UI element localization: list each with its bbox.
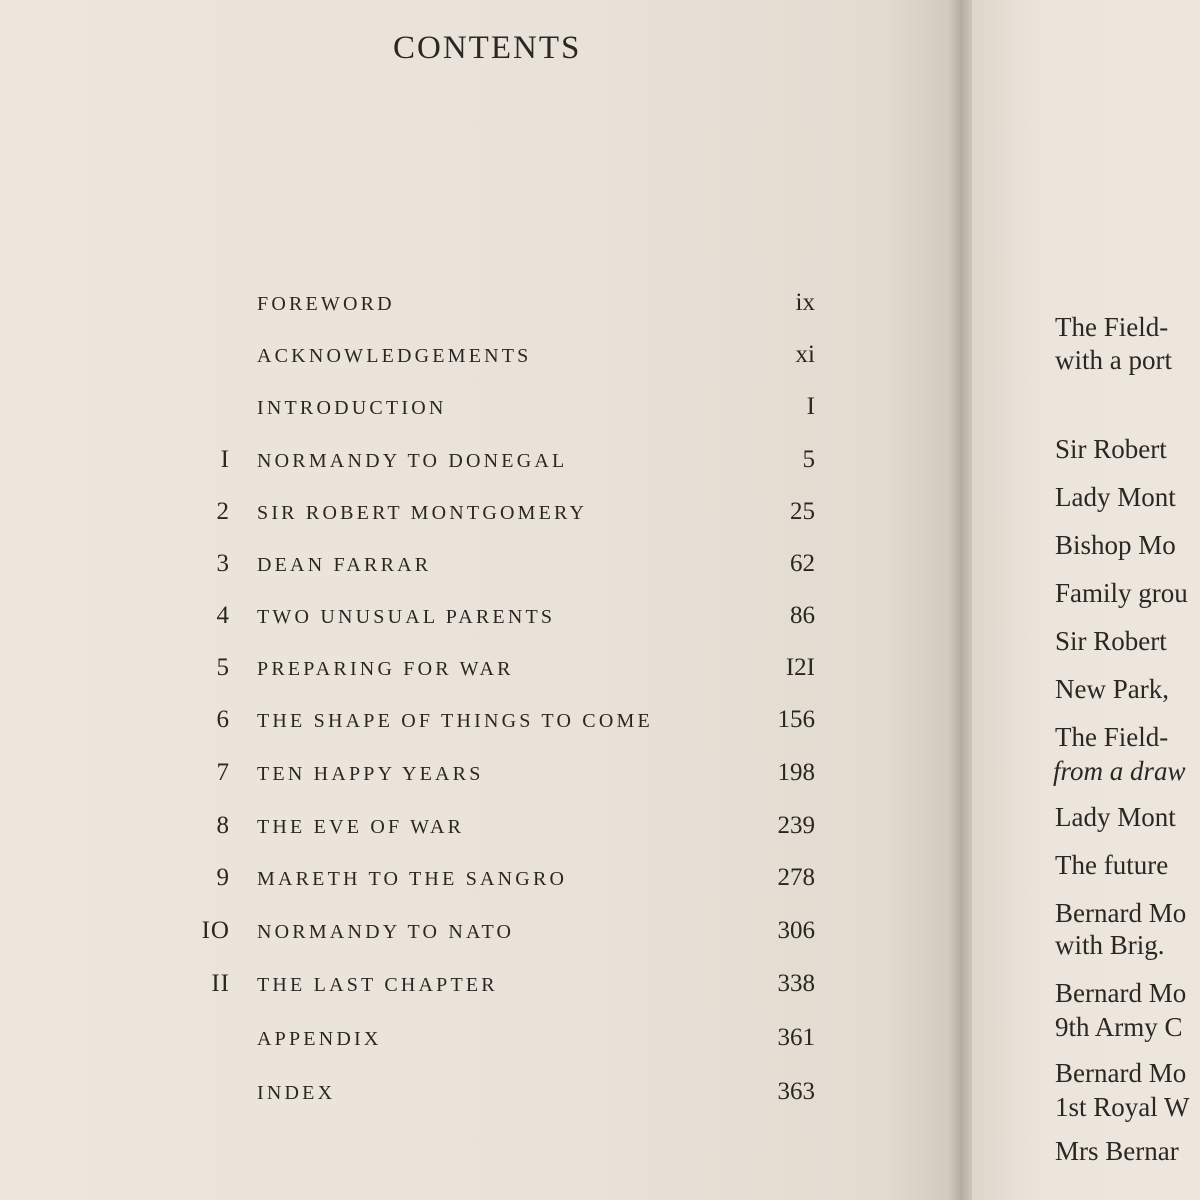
chapter-title: NORMANDY TO DONEGAL xyxy=(257,450,568,472)
chapter-title: INTRODUCTION xyxy=(257,397,447,419)
toc-entry xyxy=(0,759,830,803)
illustration-caption: Mrs Bernar xyxy=(1055,1136,1179,1166)
illustration-caption: The Field- xyxy=(1055,722,1169,752)
page-number: 278 xyxy=(777,864,815,891)
chapter-number: 5 xyxy=(216,654,230,681)
toc-entry xyxy=(0,706,830,750)
chapter-title: TWO UNUSUAL PARENTS xyxy=(257,606,556,628)
chapter-title: THE EVE OF WAR xyxy=(257,816,465,838)
toc-entry xyxy=(0,393,830,437)
chapter-title: FOREWORD xyxy=(257,293,395,315)
page-number: 25 xyxy=(790,498,815,525)
illustration-caption: Sir Robert xyxy=(1055,626,1167,656)
page-number: 86 xyxy=(790,602,815,629)
right-page xyxy=(972,0,1200,1200)
page-number: ix xyxy=(795,289,815,316)
illustration-caption: Bernard Mo xyxy=(1055,1058,1187,1088)
toc-entry xyxy=(0,550,830,594)
page-number: 239 xyxy=(777,812,815,839)
chapter-title: DEAN FARRAR xyxy=(257,554,432,576)
illustration-caption: The future xyxy=(1055,850,1169,880)
chapter-number: I xyxy=(220,446,230,473)
illustration-caption: Bernard Mo xyxy=(1055,978,1187,1008)
toc-entry xyxy=(0,446,830,490)
page-number: I2I xyxy=(785,654,815,681)
chapter-number: II xyxy=(211,970,230,997)
toc-entry xyxy=(0,654,830,698)
chapter-title: MARETH TO THE SANGRO xyxy=(257,868,568,890)
chapter-title: SIR ROBERT MONTGOMERY xyxy=(257,502,588,524)
chapter-title: NORMANDY TO NATO xyxy=(257,921,515,943)
illustration-caption: New Park, xyxy=(1055,674,1169,704)
toc-entry xyxy=(0,864,830,908)
illustration-caption: Family grou xyxy=(1055,578,1188,608)
illustration-caption: 1st Royal W xyxy=(1055,1092,1190,1122)
illustration-caption: The Field- xyxy=(1055,312,1169,342)
chapter-number: IO xyxy=(201,917,230,944)
toc-entry xyxy=(0,970,830,1014)
chapter-number: 6 xyxy=(216,706,230,733)
toc-entry xyxy=(0,1024,830,1068)
toc-entry xyxy=(0,1078,830,1122)
chapter-title: THE LAST CHAPTER xyxy=(257,974,498,996)
chapter-number: 4 xyxy=(216,602,230,629)
page-number: I xyxy=(806,393,815,420)
illustration-caption: 9th Army C xyxy=(1055,1012,1183,1042)
toc-entry xyxy=(0,812,830,856)
toc-entry xyxy=(0,289,830,333)
page-number: 363 xyxy=(777,1078,815,1105)
chapter-number: 9 xyxy=(216,864,230,891)
toc-entry xyxy=(0,602,830,646)
chapter-number: 8 xyxy=(216,812,230,839)
toc-entry xyxy=(0,341,830,385)
page-number: 62 xyxy=(790,550,815,577)
chapter-number: 2 xyxy=(216,498,230,525)
chapter-title: TEN HAPPY YEARS xyxy=(257,763,484,785)
chapter-title: INDEX xyxy=(257,1082,336,1104)
page-number: xi xyxy=(795,341,815,368)
toc-entry xyxy=(0,917,830,961)
illustration-caption: Bernard Mo xyxy=(1055,898,1187,928)
illustration-caption: from a draw xyxy=(1053,756,1186,786)
illustration-caption: Bishop Mo xyxy=(1055,530,1176,560)
illustration-caption: with a port xyxy=(1055,345,1172,375)
illustration-caption: Lady Mont xyxy=(1055,482,1176,512)
page-title: CONTENTS xyxy=(393,30,582,66)
chapter-title: ACKNOWLEDGEMENTS xyxy=(257,345,532,367)
chapter-title: PREPARING FOR WAR xyxy=(257,658,514,680)
page-number: 338 xyxy=(777,970,815,997)
page-number: 156 xyxy=(777,706,815,733)
page-number: 5 xyxy=(802,446,815,473)
page-number: 198 xyxy=(777,759,815,786)
illustration-caption: with Brig. xyxy=(1055,930,1165,960)
chapter-number: 3 xyxy=(216,550,230,577)
page-number: 361 xyxy=(777,1024,815,1051)
illustration-caption: Sir Robert xyxy=(1055,434,1167,464)
toc-entry xyxy=(0,498,830,542)
illustration-caption: Lady Mont xyxy=(1055,802,1176,832)
chapter-title: THE SHAPE OF THINGS TO COME xyxy=(257,710,653,732)
chapter-number: 7 xyxy=(216,759,230,786)
chapter-title: APPENDIX xyxy=(257,1028,382,1050)
page-number: 306 xyxy=(777,917,815,944)
